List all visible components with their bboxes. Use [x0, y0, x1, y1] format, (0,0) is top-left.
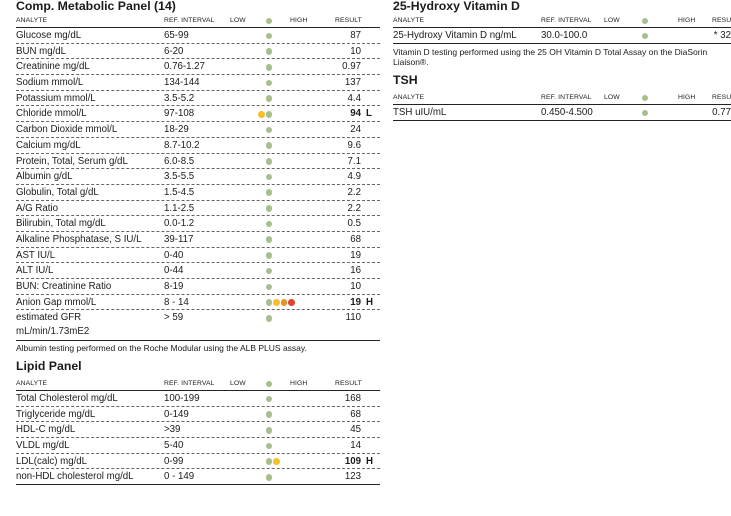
ref-interval: >39	[164, 424, 181, 436]
ref-interval: 0.76-1.27	[164, 61, 205, 73]
result-row	[16, 232, 380, 248]
analyte-name: Anion Gap mmol/L	[16, 296, 97, 308]
result-value: 123	[344, 471, 361, 483]
result-row	[16, 422, 380, 438]
low-header: LOW	[230, 380, 246, 387]
result-value: 168	[344, 393, 361, 404]
high-flag-dot-icon	[273, 458, 280, 465]
normal-dot-icon	[266, 474, 273, 481]
analyte-name: Potassium mmol/L	[16, 92, 96, 104]
results-table	[393, 105, 731, 121]
result-value: 137	[344, 77, 361, 89]
ref-interval: 0-40	[164, 249, 184, 261]
analyte-name: 25-Hydroxy Vitamin D ng/mL	[393, 30, 517, 41]
low-header: LOW	[604, 94, 620, 101]
normal-dot-icon	[266, 174, 273, 181]
result-value: 0.5	[347, 218, 361, 230]
result-row	[16, 216, 380, 232]
ref-interval: 0.450-4.500	[541, 107, 593, 118]
panel-note: Vitamin D testing performed using the 25 OH Vitamin D Total Assay on the DiaSorin Liaison®.	[393, 46, 708, 67]
result-row	[16, 469, 380, 485]
normal-dot-icon	[266, 64, 273, 71]
analyte-name: BUN mg/dL	[16, 45, 67, 57]
results-table	[16, 391, 380, 485]
result-value: 4.4	[347, 92, 361, 104]
ref-interval: 39-117	[164, 233, 194, 245]
normal-dot-icon	[266, 284, 273, 291]
analyte-name: Globulin, Total g/dL	[16, 186, 99, 198]
lipid-panel	[16, 359, 380, 485]
analyte-header: ANALYTE	[393, 94, 425, 101]
normal-dot-icon	[266, 443, 273, 450]
result-row	[16, 75, 380, 91]
ref-interval-header: REF. INTERVAL	[164, 17, 215, 24]
analyte-name: TSH uIU/mL	[393, 107, 447, 118]
result-value: 4.9	[347, 171, 361, 183]
column-header-row	[393, 92, 731, 105]
result-row	[16, 106, 380, 122]
result-value: 45	[350, 424, 361, 436]
result-row	[16, 91, 380, 107]
result-value: 2.2	[347, 186, 361, 198]
column-header-row	[16, 378, 380, 391]
result-row	[16, 279, 380, 295]
analyte-name: A/G Ratio	[16, 202, 58, 214]
analyte-header: ANALYTE	[16, 380, 48, 387]
result-value: * 32	[713, 30, 731, 41]
ref-interval-header: REF. INTERVAL	[164, 380, 215, 387]
normal-dot-icon	[266, 111, 273, 118]
result-row	[16, 138, 380, 154]
result-row	[16, 438, 380, 454]
ref-interval: 8-19	[164, 281, 184, 292]
ref-interval: 6-20	[164, 45, 184, 57]
analyte-name: Sodium mmol/L	[16, 77, 84, 89]
result-value: 7.1	[347, 155, 361, 167]
ref-interval-header: REF. INTERVAL	[541, 17, 592, 24]
analyte-name: Glucose mg/dL	[16, 30, 82, 41]
result-value: 10	[350, 281, 361, 292]
normal-dot-icon	[266, 158, 273, 165]
ref-interval: 18-29	[164, 124, 189, 136]
analyte-name: VLDL mg/dL	[16, 440, 70, 452]
result-value: 24	[350, 124, 361, 136]
high-header: HIGH	[290, 380, 308, 387]
result-header: RESULT	[335, 17, 362, 24]
normal-dot-icon	[266, 299, 273, 306]
analyte-name: Bilirubin, Total mg/dL	[16, 218, 106, 230]
analyte-name: Calcium mg/dL	[16, 139, 81, 151]
result-header: RESULT	[335, 380, 362, 387]
ref-interval: 134-144	[164, 77, 200, 89]
ref-interval: 8.7-10.2	[164, 139, 200, 151]
result-value: 9.6	[347, 139, 361, 151]
normal-dot-icon	[266, 411, 273, 418]
result-row	[16, 454, 380, 470]
result-value: 87	[350, 30, 361, 41]
result-row	[16, 59, 380, 75]
result-row	[16, 310, 380, 340]
normal-dot-icon	[266, 142, 273, 149]
analyte-name: Creatinine mg/dL	[16, 61, 90, 73]
ref-interval: 0-44	[164, 265, 184, 277]
ref-interval: 3.5-5.5	[164, 171, 195, 183]
column-header-row	[393, 15, 731, 28]
analyte-name: non-HDL cholesterol mg/dL	[16, 471, 134, 483]
result-row	[16, 185, 380, 201]
high-header: HIGH	[290, 17, 308, 24]
high-flag-dot-icon	[281, 299, 288, 306]
normal-dot-icon	[266, 95, 273, 102]
result-value: 0.77	[712, 107, 731, 118]
result-header: RESU	[712, 94, 731, 101]
panel-title: TSH	[393, 73, 418, 87]
result-value: 2.2	[347, 202, 361, 214]
result-row	[393, 105, 731, 121]
result-row	[16, 391, 380, 407]
ref-interval: 0-149	[164, 408, 189, 420]
high-header: HIGH	[678, 94, 696, 101]
normal-dot-icon	[266, 268, 273, 275]
normal-dot-icon	[642, 95, 649, 102]
result-value: 0.97	[342, 61, 361, 73]
vitamin-d-panel	[393, 0, 731, 67]
normal-dot-icon	[266, 427, 273, 434]
normal-dot-icon	[266, 18, 273, 25]
result-value: 16	[350, 265, 361, 277]
ref-interval: 30.0-100.0	[541, 30, 588, 41]
panel-title: Lipid Panel	[16, 359, 82, 373]
result-value: 109	[344, 455, 361, 467]
tsh-panel	[393, 73, 731, 121]
ref-interval: 100-199	[164, 393, 200, 404]
result-row	[16, 28, 380, 44]
result-row	[16, 407, 380, 423]
normal-dot-icon	[266, 458, 273, 465]
result-value: 94	[350, 108, 361, 120]
analyte-name: Alkaline Phosphatase, S IU/L	[16, 233, 142, 245]
analyte-name: Carbon Dioxide mmol/L	[16, 124, 118, 136]
analyte-name: BUN: Creatinine Ratio	[16, 281, 112, 292]
result-row	[16, 122, 380, 138]
high-flag-dot-icon	[273, 299, 280, 306]
ref-interval: 3.5-5.2	[164, 92, 195, 104]
ref-interval: 0-99	[164, 455, 184, 467]
result-row	[16, 295, 380, 311]
panel-note: Albumin testing performed on the Roche Modular using the ALB PLUS assay.	[16, 342, 307, 353]
results-table	[393, 28, 731, 44]
column-header-row	[16, 15, 380, 28]
analyte-name: ALT IU/L	[16, 265, 54, 277]
ref-interval: 1.1-2.5	[164, 202, 195, 214]
result-value: 19	[350, 249, 361, 261]
result-row	[16, 44, 380, 60]
ref-interval: 65-99	[164, 30, 189, 41]
normal-dot-icon	[266, 221, 273, 228]
ref-interval: 0.0-1.2	[164, 218, 195, 230]
ref-interval: > 59	[164, 312, 184, 324]
ref-interval: 1.5-4.5	[164, 186, 195, 198]
normal-dot-icon	[266, 127, 273, 134]
result-row	[16, 263, 380, 279]
panel-title: Comp. Metabolic Panel (14)	[16, 0, 176, 13]
normal-dot-icon	[266, 396, 273, 403]
result-value: 68	[350, 408, 361, 420]
normal-dot-icon	[266, 189, 273, 196]
high-flag-dot-icon	[288, 299, 295, 306]
result-row	[16, 154, 380, 170]
result-value: 110	[345, 312, 361, 324]
ref-interval: 5-40	[164, 440, 184, 452]
normal-dot-icon	[266, 252, 273, 259]
low-flag-dot-icon	[258, 111, 265, 118]
result-row	[16, 201, 380, 217]
analyte-name: AST IU/L	[16, 249, 56, 261]
panel-title: 25-Hydroxy Vitamin D	[393, 0, 520, 13]
result-value: 19	[350, 296, 361, 308]
analyte-header: ANALYTE	[16, 17, 48, 24]
normal-dot-icon	[642, 18, 649, 25]
analyte-name: Chloride mmol/L	[16, 108, 87, 120]
analyte-name: estimated GFR mL/min/1.73mE2	[16, 311, 90, 338]
normal-dot-icon	[642, 33, 649, 40]
result-flag: L	[366, 108, 372, 120]
result-flag: H	[366, 455, 373, 467]
normal-dot-icon	[266, 315, 273, 322]
analyte-name: Triglyceride mg/dL	[16, 408, 96, 420]
normal-dot-icon	[266, 80, 273, 87]
ref-interval: 0 - 149	[164, 471, 195, 483]
normal-dot-icon	[642, 110, 649, 117]
low-header: LOW	[604, 17, 620, 24]
result-value: 68	[350, 233, 361, 245]
normal-dot-icon	[266, 236, 273, 243]
analyte-name: Protein, Total, Serum g/dL	[16, 155, 128, 167]
analyte-name: Albumin g/dL	[16, 171, 73, 183]
result-value: 10	[350, 45, 361, 57]
results-table	[16, 28, 380, 341]
ref-interval: 8 - 14	[164, 296, 189, 308]
comp-metabolic-panel	[16, 0, 380, 353]
result-row	[16, 169, 380, 185]
analyte-name: LDL(calc) mg/dL	[16, 455, 88, 467]
ref-interval: 97-108	[164, 108, 195, 120]
analyte-header: ANALYTE	[393, 17, 425, 24]
normal-dot-icon	[266, 205, 273, 212]
normal-dot-icon	[266, 48, 273, 55]
low-header: LOW	[230, 17, 246, 24]
result-row	[393, 28, 731, 44]
result-row	[16, 248, 380, 264]
analyte-name: Total Cholesterol mg/dL	[16, 393, 118, 404]
normal-dot-icon	[266, 381, 273, 388]
ref-interval-header: REF. INTERVAL	[541, 94, 592, 101]
result-flag: H	[366, 296, 373, 308]
ref-interval: 6.0-8.5	[164, 155, 195, 167]
result-header: RESU	[712, 17, 731, 24]
analyte-name: HDL-C mg/dL	[16, 424, 76, 436]
result-value: 14	[350, 440, 361, 452]
high-header: HIGH	[678, 17, 696, 24]
normal-dot-icon	[266, 33, 273, 40]
